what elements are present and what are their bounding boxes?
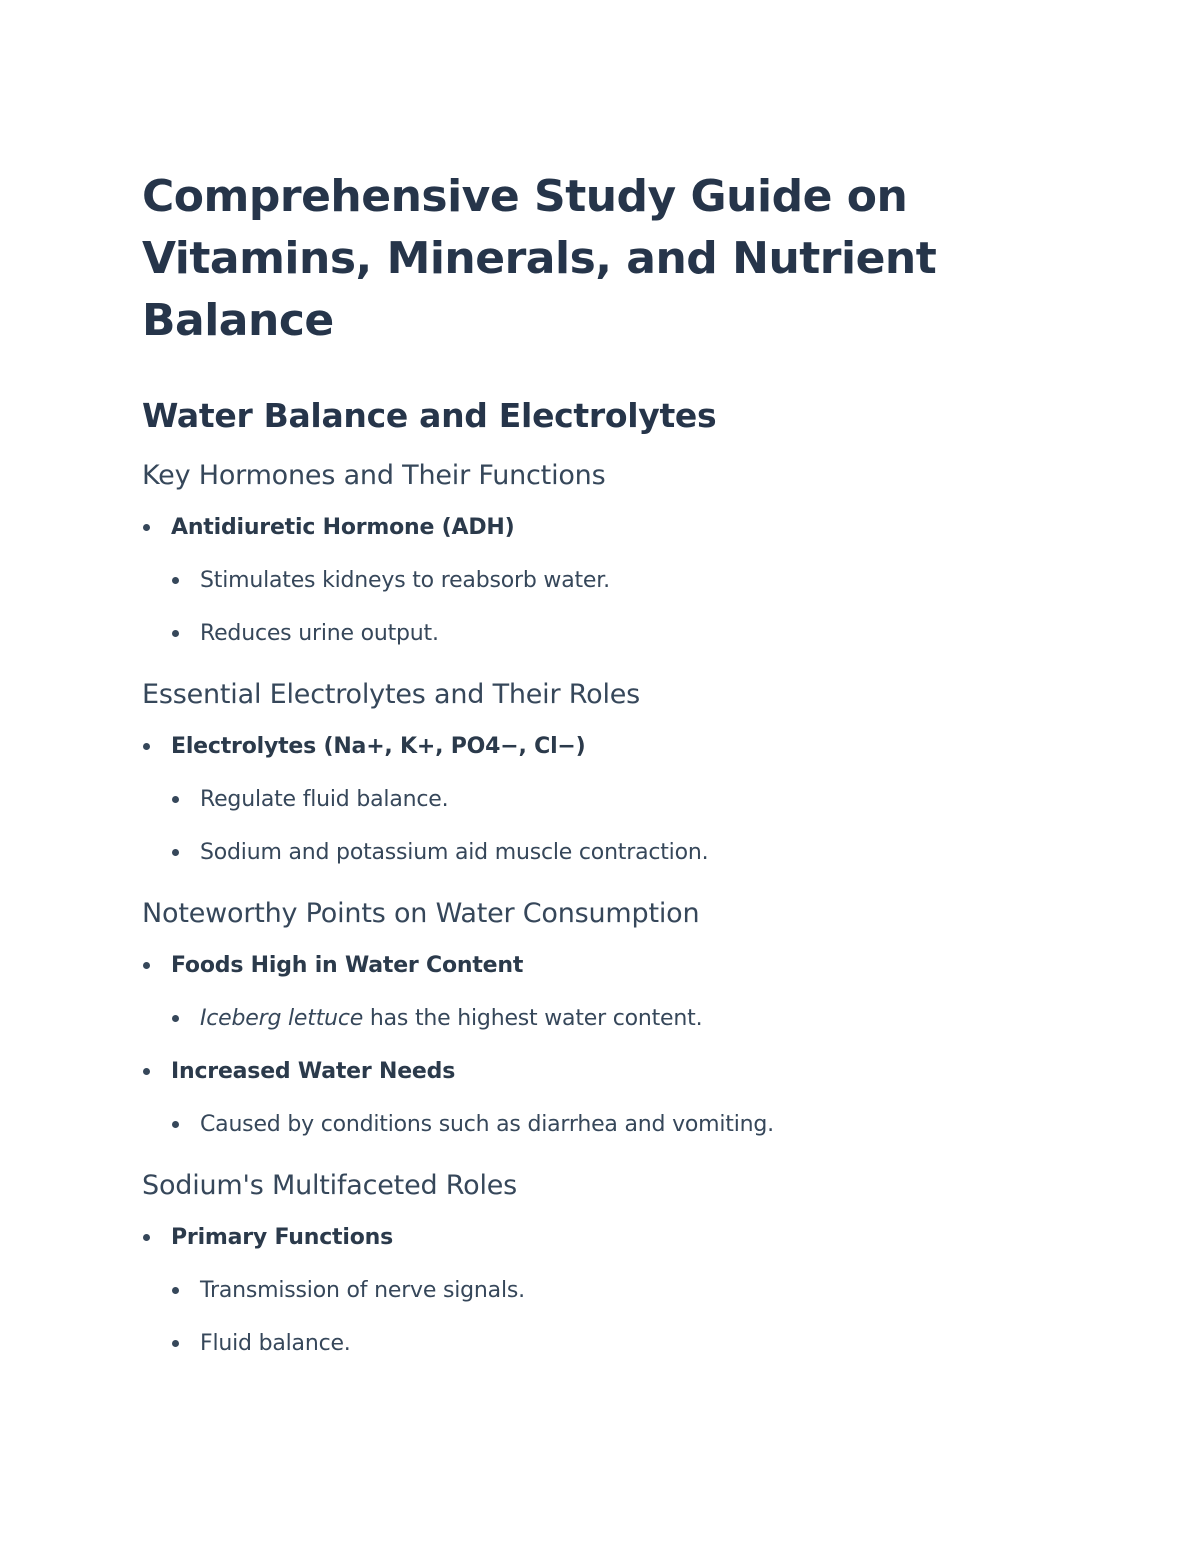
item-title: Increased Water Needs [171, 1059, 456, 1084]
bullet-list [142, 501, 1042, 660]
item-title: Antidiuretic Hormone (ADH) [171, 515, 515, 540]
sub-bullet-list [171, 773, 1042, 879]
sub-bullet-list [171, 554, 1042, 660]
sub-list-item [171, 1264, 1042, 1317]
bullet-icon [172, 849, 179, 856]
document-title: Comprehensive Study Guide on Vitamins, Minerals, and Nutrient Balance [142, 171, 937, 346]
sub-list-item [171, 554, 1042, 607]
sub-item-text: Transmission of nerve signals. [200, 1278, 525, 1303]
subsection-heading: Key Hormones and Their Functions [142, 460, 606, 491]
bullet-icon [143, 962, 150, 969]
sub-list-item [171, 992, 1042, 1045]
sub-item-text: Regulate fluid balance. [200, 787, 449, 812]
sub-list-item [171, 607, 1042, 660]
item-title: Foods High in Water Content [171, 953, 524, 978]
sub-item-text: has the highest water content. [363, 1006, 703, 1031]
item-title: Electrolytes (Na+, K+, PO4−, Cl−) [171, 734, 586, 759]
sub-list-item [171, 826, 1042, 879]
bullet-icon [172, 796, 179, 803]
sub-list-item [171, 1317, 1042, 1370]
bullet-icon [172, 1340, 179, 1347]
list-item [142, 1211, 1042, 1370]
bullet-icon [143, 1068, 150, 1075]
bullet-list [142, 720, 1042, 879]
document-page [142, 166, 1042, 1370]
sub-item-text: Reduces urine output. [200, 621, 439, 646]
sub-item-text: Stimulates kidneys to reabsorb water. [200, 568, 610, 593]
bullet-icon [172, 1121, 179, 1128]
list-item [142, 501, 1042, 660]
sub-bullet-list [171, 992, 1042, 1045]
bullet-icon [172, 630, 179, 637]
bullet-list [142, 1211, 1042, 1370]
subsection-heading: Essential Electrolytes and Their Roles [142, 679, 641, 710]
subsection-heading: Sodium's Multifaceted Roles [142, 1170, 518, 1201]
list-item [142, 939, 1042, 1045]
bullet-icon [172, 1015, 179, 1022]
bullet-icon [172, 1287, 179, 1294]
sub-item-text: Caused by conditions such as diarrhea and vomiting. [200, 1112, 774, 1137]
item-title: Primary Functions [171, 1225, 393, 1250]
bullet-icon [143, 524, 150, 531]
bullet-icon [143, 1234, 150, 1241]
sub-list-item [171, 1098, 1042, 1151]
list-item [142, 720, 1042, 879]
bullet-icon [172, 577, 179, 584]
sub-bullet-list [171, 1264, 1042, 1370]
emphasized-text: Iceberg lettuce [200, 1006, 364, 1031]
sub-item-text: Fluid balance. [200, 1331, 351, 1356]
sub-list-item [171, 773, 1042, 826]
subsection-heading: Noteworthy Points on Water Consumption [142, 898, 700, 929]
list-item [142, 1045, 1042, 1151]
bullet-list [142, 939, 1042, 1151]
bullet-icon [143, 743, 150, 750]
sub-item-text: Sodium and potassium aid muscle contraction. [200, 840, 709, 865]
section-heading: Water Balance and Electrolytes [142, 396, 717, 435]
sub-bullet-list [171, 1098, 1042, 1151]
